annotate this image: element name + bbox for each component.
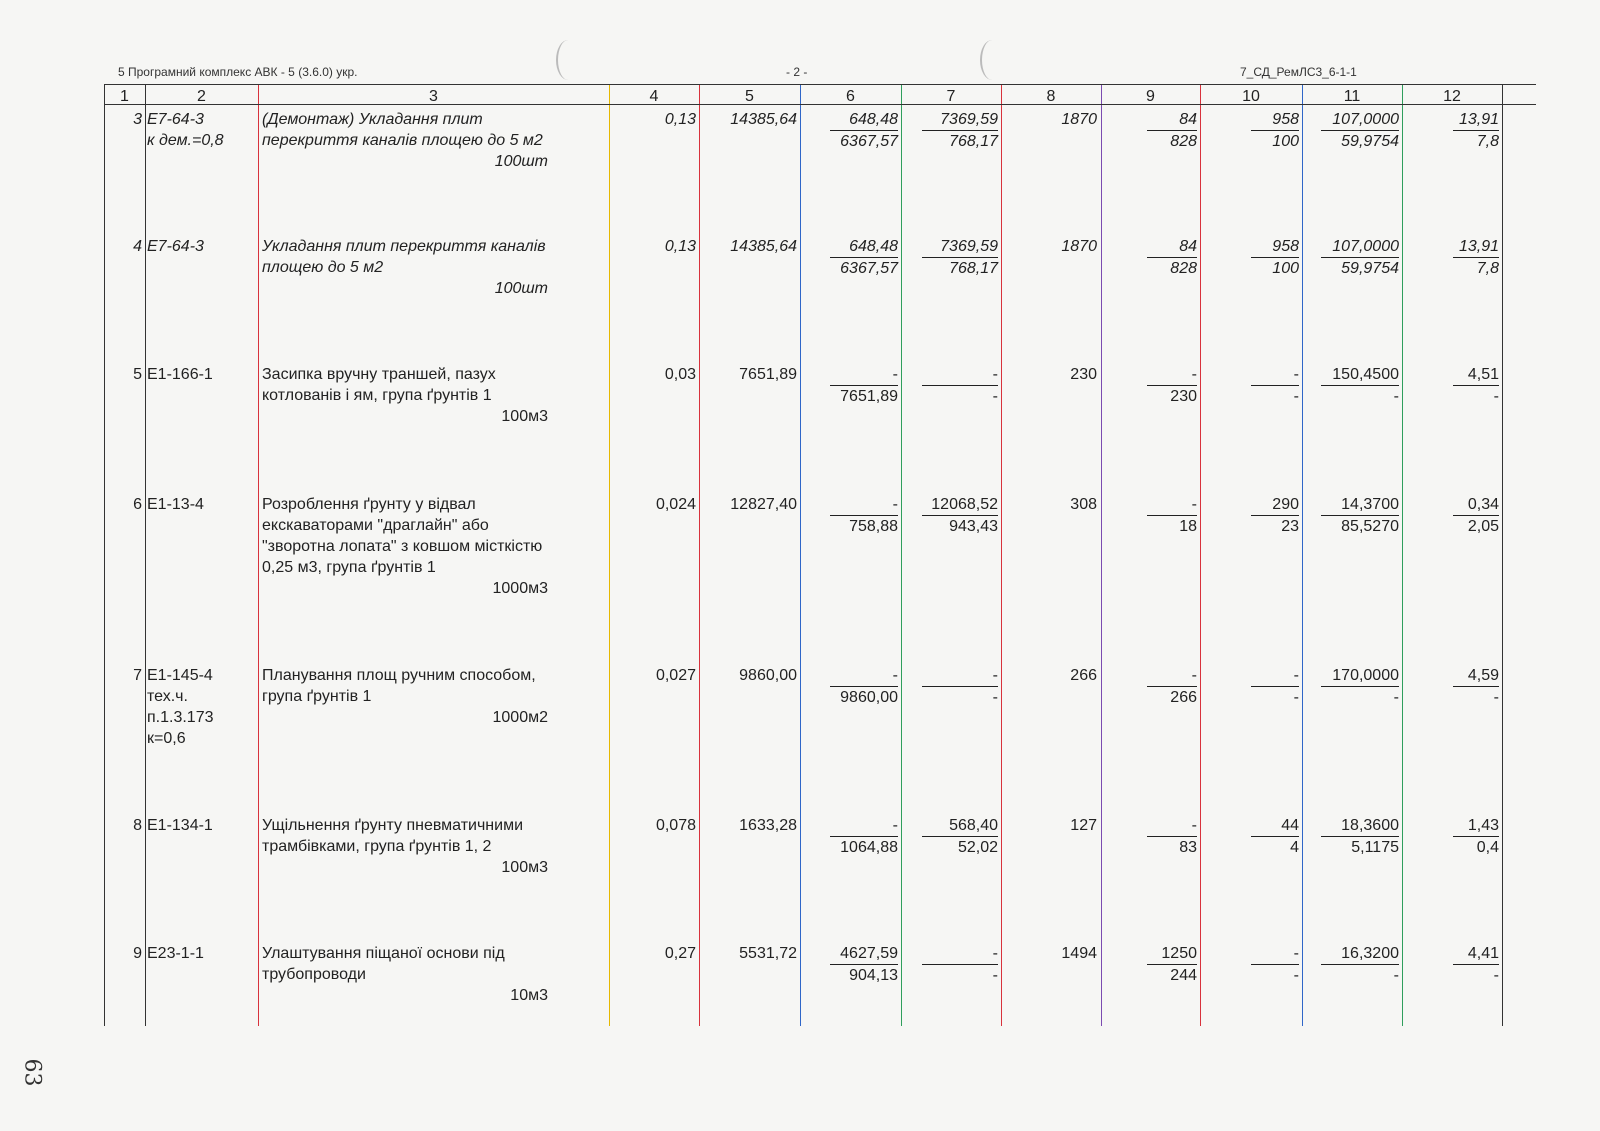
labor-col-12-top: 13,91 <box>1453 236 1499 258</box>
work-description: Засипка вручну траншей, пазух котлованів і ям, група ґрунтів 1 <box>262 366 496 404</box>
labor-col-12-top: 13,91 <box>1453 109 1499 131</box>
labor-col-12 <box>1453 364 1499 407</box>
cost-col-6 <box>830 665 898 708</box>
labor-col-12 <box>1453 109 1499 152</box>
cost-col-10-top: - <box>1251 364 1299 386</box>
cost-col-7 <box>922 364 998 407</box>
punch-hole-mark <box>980 40 1004 80</box>
total-cost: 266 <box>1070 667 1097 684</box>
cost-col-9-top: - <box>1147 364 1197 386</box>
cost-col-6-top: - <box>830 665 898 687</box>
cost-col-9-bottom: 244 <box>1170 967 1197 984</box>
cost-col-6 <box>830 815 898 858</box>
row-number: 3 <box>133 111 142 128</box>
labor-col-11-top: 16,3200 <box>1321 943 1399 965</box>
column-number: 9 <box>1146 88 1155 105</box>
column-number: 2 <box>197 88 206 105</box>
quantity: 0,27 <box>664 945 696 962</box>
unit-cost: 14385,64 <box>730 111 797 128</box>
cost-col-6-bottom: 6367,57 <box>840 260 898 277</box>
labor-col-11-top: 18,3600 <box>1321 815 1399 837</box>
unit-cost: 7651,89 <box>739 366 797 383</box>
labor-col-11-bottom: 5,1175 <box>1351 839 1399 856</box>
labor-col-11 <box>1321 494 1399 537</box>
cost-col-9-bottom: 828 <box>1170 133 1197 150</box>
column-number: 3 <box>429 88 438 105</box>
unit-cost: 5531,72 <box>739 945 797 962</box>
labor-col-12 <box>1453 494 1499 537</box>
cost-col-7 <box>922 815 998 858</box>
unit-of-measure: 100шт <box>494 153 548 170</box>
column-divider <box>901 84 902 1026</box>
labor-col-11-bottom: 59,9754 <box>1341 260 1399 277</box>
column-number: 1 <box>120 88 129 105</box>
labor-col-11-bottom: - <box>1393 388 1399 405</box>
cost-col-6-bottom: 1064,88 <box>840 839 898 856</box>
labor-col-12-bottom: 7,8 <box>1476 260 1499 277</box>
total-cost: 1494 <box>1061 945 1097 962</box>
column-number: 7 <box>946 88 956 105</box>
quantity: 0,03 <box>664 366 696 383</box>
cost-col-10 <box>1251 943 1299 986</box>
labor-col-12 <box>1453 236 1499 279</box>
total-cost: 308 <box>1070 496 1097 513</box>
labor-col-11-top: 14,3700 <box>1321 494 1399 516</box>
labor-col-11 <box>1321 815 1399 858</box>
cost-col-10-bottom: - <box>1293 689 1299 706</box>
cost-col-10 <box>1251 109 1299 152</box>
labor-col-12-bottom: - <box>1493 689 1499 706</box>
cost-col-7-bottom: 943,43 <box>949 518 998 535</box>
column-divider <box>145 84 146 1026</box>
cost-col-10 <box>1251 364 1299 407</box>
rate-code: Е7-64-3 <box>147 238 204 255</box>
cost-col-7-top: - <box>922 665 998 687</box>
cost-col-6 <box>830 109 898 152</box>
labor-col-12-bottom: 0,4 <box>1476 839 1499 856</box>
labor-col-11-bottom: - <box>1393 967 1399 984</box>
cost-col-9 <box>1147 494 1197 537</box>
column-number: 11 <box>1343 88 1361 105</box>
cost-col-10 <box>1251 665 1299 708</box>
cost-col-9-top: 84 <box>1147 109 1197 131</box>
labor-col-12 <box>1453 943 1499 986</box>
unit-of-measure: 10м3 <box>510 987 548 1004</box>
unit-cost: 12827,40 <box>730 496 797 513</box>
column-number: 10 <box>1242 88 1260 105</box>
cost-col-7-bottom: 768,17 <box>949 133 998 150</box>
row-number: 8 <box>133 817 142 834</box>
work-description: Планування площ ручним способом, група ґрунтів 1 <box>262 667 536 705</box>
column-divider <box>800 84 801 1026</box>
cost-col-9 <box>1147 943 1197 986</box>
page-number: - 2 - <box>786 65 808 79</box>
labor-col-11-top: 107,0000 <box>1321 236 1399 258</box>
column-divider <box>1101 84 1102 1026</box>
cost-col-6 <box>830 494 898 537</box>
cost-col-7-top: - <box>922 364 998 386</box>
cost-col-9 <box>1147 364 1197 407</box>
unit-of-measure: 1000м3 <box>492 580 548 597</box>
cost-col-9-top: 84 <box>1147 236 1197 258</box>
labor-col-12-bottom: - <box>1493 967 1499 984</box>
column-divider <box>609 84 610 1026</box>
cost-col-7 <box>922 665 998 708</box>
cost-col-6-top: - <box>830 494 898 516</box>
cost-col-10-bottom: 4 <box>1290 839 1299 856</box>
column-number: 8 <box>1046 88 1056 105</box>
column-divider <box>1302 84 1303 1026</box>
column-divider <box>1402 84 1403 1026</box>
cost-col-10-bottom: 100 <box>1272 260 1299 277</box>
cost-col-9-top: - <box>1147 815 1197 837</box>
unit-of-measure: 100шт <box>494 280 548 297</box>
labor-col-12-top: 4,41 <box>1453 943 1499 965</box>
column-divider <box>1502 84 1503 1026</box>
cost-col-9-top: 1250 <box>1147 943 1197 965</box>
cost-col-6-bottom: 904,13 <box>849 967 898 984</box>
labor-col-11 <box>1321 236 1399 279</box>
cost-col-9-bottom: 18 <box>1179 518 1197 535</box>
labor-col-11-bottom: 59,9754 <box>1341 133 1399 150</box>
handwritten-page-number: 63 <box>19 1058 45 1087</box>
cost-col-6-bottom: 758,88 <box>849 518 898 535</box>
cost-col-7 <box>922 109 998 152</box>
cost-col-6-top: 4627,59 <box>830 943 898 965</box>
quantity: 0,027 <box>655 667 696 684</box>
work-description: (Демонтаж) Укладання плит перекриття каналів площею до 5 м2 <box>262 111 543 149</box>
cost-col-7 <box>922 494 998 537</box>
labor-col-12 <box>1453 815 1499 858</box>
column-number: 6 <box>846 88 855 105</box>
row-number: 7 <box>133 667 142 684</box>
cost-col-7-top: 7369,59 <box>922 236 998 258</box>
column-divider <box>1200 84 1201 1026</box>
cost-col-10 <box>1251 236 1299 279</box>
cost-col-6-top: 648,48 <box>830 236 898 258</box>
labor-col-12 <box>1453 665 1499 708</box>
total-cost: 1870 <box>1061 111 1097 128</box>
cost-col-6 <box>830 236 898 279</box>
labor-col-11 <box>1321 943 1399 986</box>
unit-of-measure: 100м3 <box>501 408 548 425</box>
cost-col-7-bottom: - <box>992 388 998 405</box>
cost-col-7-top: 12068,52 <box>922 494 998 516</box>
cost-col-9 <box>1147 815 1197 858</box>
total-cost: 230 <box>1070 366 1097 383</box>
cost-col-7-bottom: 768,17 <box>949 260 998 277</box>
quantity: 0,024 <box>655 496 696 513</box>
rate-code: Е1-145-4 тех.ч. п.1.3.173 к=0,6 <box>147 667 214 747</box>
column-divider <box>104 84 105 1026</box>
labor-col-12-bottom: 7,8 <box>1476 133 1499 150</box>
cost-col-6-bottom: 9860,00 <box>840 689 898 706</box>
labor-col-12-bottom: 2,05 <box>1467 518 1499 535</box>
cost-col-7-bottom: - <box>992 967 998 984</box>
cost-col-10-top: - <box>1251 943 1299 965</box>
cost-col-9-bottom: 83 <box>1179 839 1197 856</box>
cost-col-6-top: - <box>830 364 898 386</box>
column-number: 12 <box>1443 88 1461 105</box>
column-number: 5 <box>745 88 754 105</box>
column-divider <box>699 84 700 1026</box>
cost-col-10-bottom: 23 <box>1281 518 1299 535</box>
labor-col-11 <box>1321 665 1399 708</box>
cost-col-9-bottom: 828 <box>1170 260 1197 277</box>
row-number: 5 <box>133 366 142 383</box>
cost-col-9-bottom: 266 <box>1170 689 1197 706</box>
cost-col-6 <box>830 364 898 407</box>
punch-hole-mark <box>556 40 580 80</box>
work-description: Розроблення ґрунту у відвал екскаваторами "драглайн" або "зворотна лопата" з ковшом місткістю 0,25 м3, група ґрунтів 1 <box>262 496 543 576</box>
unit-of-measure: 1000м2 <box>492 709 548 726</box>
quantity: 0,078 <box>655 817 696 834</box>
cost-col-6-bottom: 7651,89 <box>840 388 898 405</box>
labor-col-11-top: 107,0000 <box>1321 109 1399 131</box>
cost-col-10-bottom: 100 <box>1272 133 1299 150</box>
column-divider <box>258 84 259 1026</box>
labor-col-11-bottom: - <box>1393 689 1399 706</box>
cost-col-9-top: - <box>1147 494 1197 516</box>
cost-col-10-top: 958 <box>1251 109 1299 131</box>
labor-col-12-top: 1,43 <box>1453 815 1499 837</box>
unit-cost: 1633,28 <box>739 817 797 834</box>
cost-col-10 <box>1251 494 1299 537</box>
cost-col-7-top: 7369,59 <box>922 109 998 131</box>
labor-col-11-top: 170,0000 <box>1321 665 1399 687</box>
row-number: 4 <box>133 238 142 255</box>
cost-col-7-bottom: 52,02 <box>957 839 998 856</box>
quantity: 0,13 <box>664 111 696 128</box>
column-number: 4 <box>649 88 659 105</box>
labor-col-12-top: 4,51 <box>1453 364 1499 386</box>
labor-col-11 <box>1321 364 1399 407</box>
unit-of-measure: 100м3 <box>501 859 548 876</box>
rate-code: Е7-64-3 к дем.=0,8 <box>147 111 224 149</box>
work-description: Улаштування піщаної основи під трубопроводи <box>262 945 505 983</box>
rate-code: Е23-1-1 <box>147 945 204 962</box>
cost-col-9 <box>1147 236 1197 279</box>
software-header: 5 Програмний комплекс АВК - 5 (3.6.0) укр. <box>118 65 358 79</box>
cost-col-10-top: 44 <box>1251 815 1299 837</box>
total-cost: 1870 <box>1061 238 1097 255</box>
quantity: 0,13 <box>664 238 696 255</box>
cost-col-6-top: - <box>830 815 898 837</box>
labor-col-12-top: 0,34 <box>1453 494 1499 516</box>
labor-col-12-bottom: - <box>1493 388 1499 405</box>
row-number: 9 <box>133 945 142 962</box>
cost-col-6-bottom: 6367,57 <box>840 133 898 150</box>
rate-code: Е1-134-1 <box>147 817 213 834</box>
document-code: 7_СД_РемЛС3_6-1-1 <box>1240 65 1357 79</box>
cost-col-10-top: 958 <box>1251 236 1299 258</box>
cost-col-10-top: - <box>1251 665 1299 687</box>
table-rule <box>104 84 1536 85</box>
rate-code: Е1-13-4 <box>147 496 204 513</box>
row-number: 6 <box>133 496 142 513</box>
unit-cost: 9860,00 <box>739 667 797 684</box>
rate-code: Е1-166-1 <box>147 366 213 383</box>
work-description: Ущільнення ґрунту пневматичними трамбівками, група ґрунтів 1, 2 <box>262 817 524 855</box>
cost-col-6 <box>830 943 898 986</box>
cost-col-7 <box>922 943 998 986</box>
cost-col-9-bottom: 230 <box>1170 388 1197 405</box>
cost-col-9 <box>1147 665 1197 708</box>
labor-col-11 <box>1321 109 1399 152</box>
labor-col-11-bottom: 85,5270 <box>1341 518 1399 535</box>
cost-col-9-top: - <box>1147 665 1197 687</box>
column-divider <box>1001 84 1002 1026</box>
cost-col-10-bottom: - <box>1293 967 1299 984</box>
total-cost: 127 <box>1070 817 1097 834</box>
cost-col-6-top: 648,48 <box>830 109 898 131</box>
cost-col-10-bottom: - <box>1293 388 1299 405</box>
cost-col-10-top: 290 <box>1251 494 1299 516</box>
cost-col-7-top: - <box>922 943 998 965</box>
cost-col-7-bottom: - <box>992 689 998 706</box>
labor-col-12-top: 4,59 <box>1453 665 1499 687</box>
cost-col-7-top: 568,40 <box>922 815 998 837</box>
cost-col-10 <box>1251 815 1299 858</box>
work-description: Укладання плит перекриття каналів площею до 5 м2 <box>262 238 546 276</box>
labor-col-11-top: 150,4500 <box>1321 364 1399 386</box>
cost-col-7 <box>922 236 998 279</box>
unit-cost: 14385,64 <box>730 238 797 255</box>
cost-col-9 <box>1147 109 1197 152</box>
